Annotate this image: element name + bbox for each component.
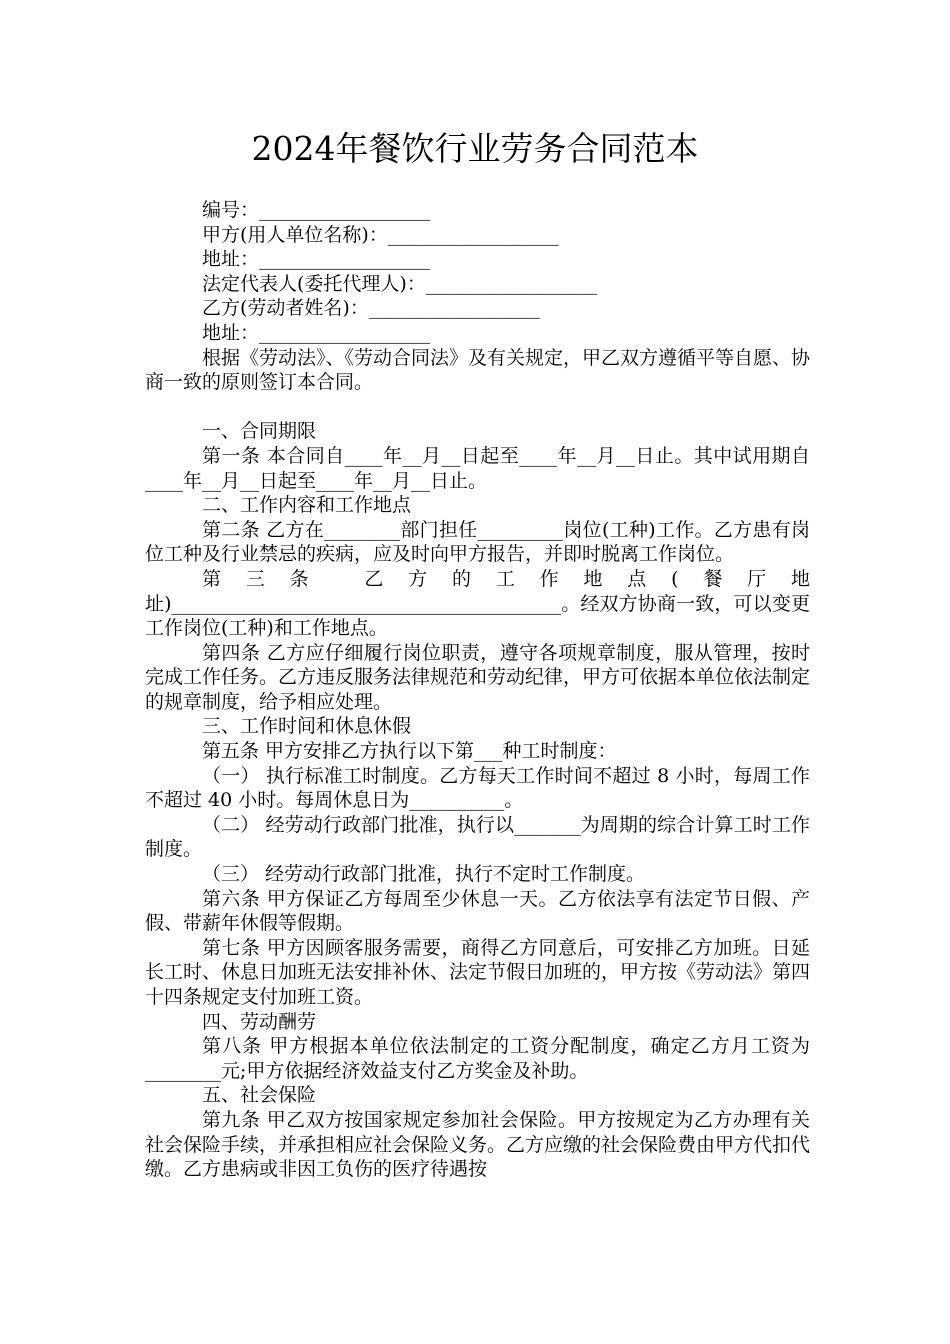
article-1: 第一条 本合同自____年__月__日起至____年__月__日止。其中试用期自____年__月__日起至____年__月__日止。 <box>145 444 810 492</box>
article-6: 第六条 甲方保证乙方每周至少休息一天。乙方依法享有法定节日假、产假、带薪年休假等假期。 <box>145 887 810 935</box>
article-5-item-1: （一） 执行标准工时制度。乙方每天工作时间不超过 8 小时，每周工作不超过 40 小时。每周休息日为__________。 <box>145 764 810 812</box>
preamble-paragraph: 根据《劳动法》、《劳动合同法》及有关规定，甲乙双方遵循平等自愿、协商一致的原则签订本合同。 <box>145 346 811 394</box>
article-3: 第三条 乙方的工作地点(餐厅地址)_________________________________________。经双方协商一致，可以变更工作岗位(工种)和工作地点。 <box>145 567 810 640</box>
field-contract-number: 编号：__________________ <box>202 199 431 221</box>
section-heading-pay: 四、劳动酬劳 <box>202 1010 317 1033</box>
article-5: 第五条 甲方安排乙方执行以下第___种工时制度： <box>202 740 617 763</box>
field-employer-name: 甲方(用人单位名称)：__________________ <box>202 223 559 246</box>
section-heading-work: 二、工作内容和工作地点 <box>202 494 412 517</box>
article-5-item-3: （三） 经劳动行政部门批准，执行不定时工作制度。 <box>202 863 646 886</box>
field-legal-representative: 法定代表人(委托代理人)：__________________ <box>202 272 597 295</box>
article-2: 第二条 乙方在________部门担任_________岗位(工种)工作。乙方患有岗位工种及行业禁忌的疾病，应及时向甲方报告，并即时脱离工作岗位。 <box>145 518 810 566</box>
article-7: 第七条 甲方因顾客服务需要，商得乙方同意后，可安排乙方加班。日延长工时、休息日加班无法安排补休、法定节假日加班的，甲方按《劳动法》第四十四条规定支付加班工资。 <box>145 936 811 1008</box>
document-title: 2024年餐饮行业劳务合同范本 <box>251 129 699 168</box>
section-heading-term: 一、合同期限 <box>202 420 317 443</box>
field-employee-name: 乙方(劳动者姓名)：__________________ <box>202 297 540 320</box>
article-5-item-2: （二） 经劳动行政部门批准，执行以_______为周期的综合计算工时工作制度。 <box>145 813 810 861</box>
article-9: 第九条 甲乙双方按国家规定参加社会保险。甲方按规定为乙方办理有关社会保险手续，并承担相应社会保险义务。乙方应缴的社会保险费由甲方代扣代缴。乙方患病或非因工负伤的医疗待遇按 <box>145 1108 811 1181</box>
field-employee-address: 地址：__________________ <box>202 321 431 344</box>
section-heading-hours: 三、工作时间和休息休假 <box>202 715 412 738</box>
article-4: 第四条 乙方应仔细履行岗位职责，遵守各项规章制度，服从管理，按时完成工作任务。乙方违反服务法律规范和劳动纪律，甲方可依据本单位依法制定的规章制度，给予相应处理。 <box>145 641 811 713</box>
article-8: 第八条 甲方根据本单位依法制定的工资分配制度，确定乙方月工资为________元;甲方依据经济效益支付乙方奖金及补助。 <box>145 1035 810 1082</box>
blank-line <box>145 395 810 420</box>
section-heading-insurance: 五、社会保险 <box>202 1084 317 1107</box>
field-employer-address: 地址：__________________ <box>202 248 431 271</box>
document-body <box>145 198 810 1182</box>
